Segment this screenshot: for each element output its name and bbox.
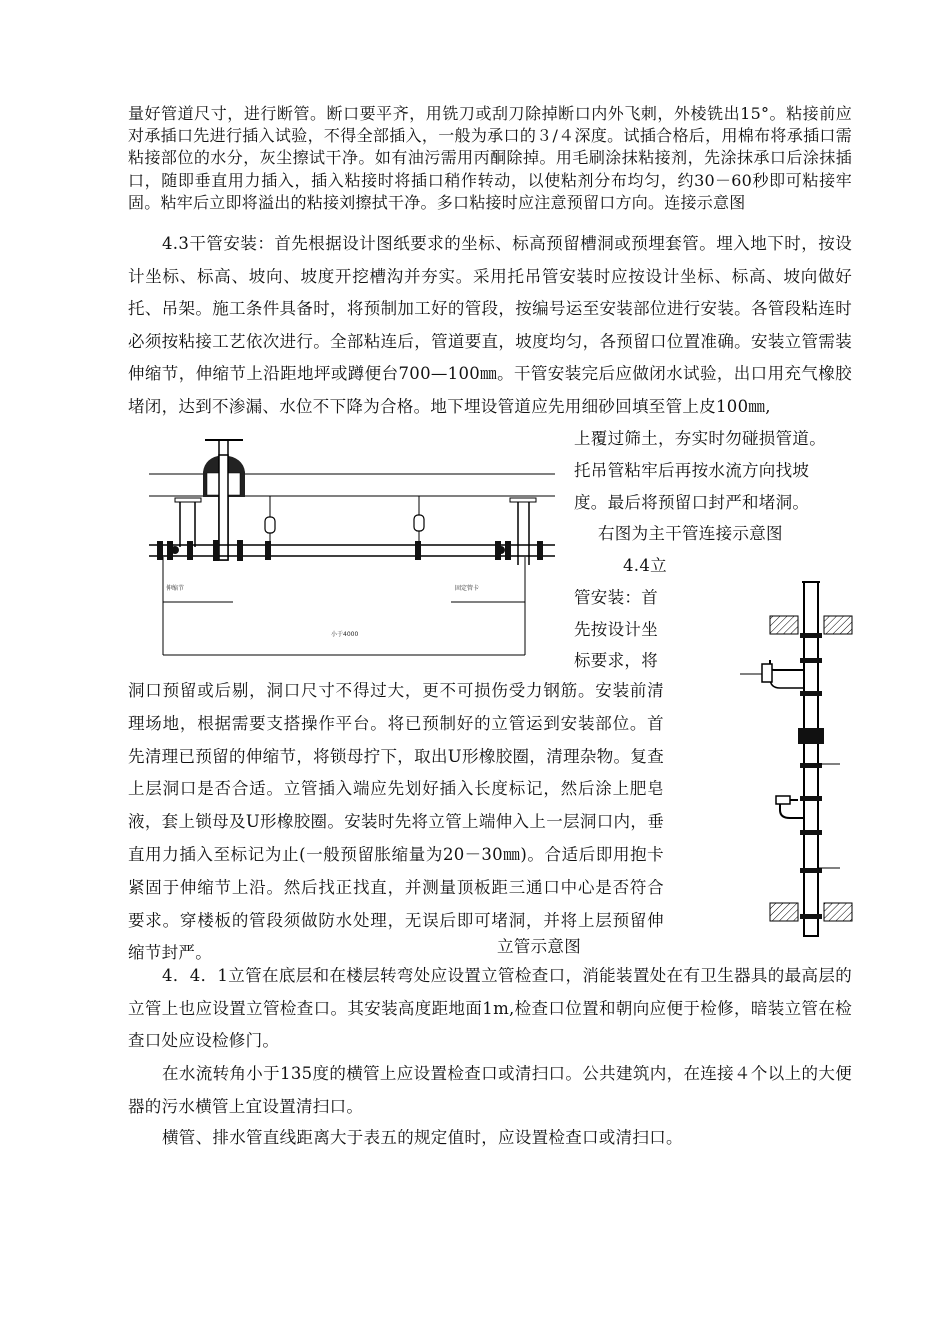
- label-fixed-clamp: 固定管卡: [455, 585, 480, 592]
- main-pipe-diagram: [145, 437, 565, 667]
- riser-heading-4: 标要求，将: [574, 651, 658, 670]
- riser-heading-1: 4.4立: [623, 556, 667, 575]
- paragraph-4-4-1: 4．4．1立管在底层和在楼层转弯处应设置立管检查口，消能装置处在有卫生器具的最高层的立管上也应设置立管检查口。其安装高度距地面1m,检查口位置和朝向应便于检修，暗装立管在检查口处应设检修门。: [128, 966, 852, 1050]
- paragraph-distance: 横管、排水管直线距离大于表五的规定值时，应设置检查口或清扫口。: [162, 1128, 683, 1147]
- label-spacing: 小于4000: [331, 631, 359, 638]
- main-pipe-caption: 右图为主干管连接示意图: [598, 524, 783, 543]
- paragraph-turn-cleanout: 在水流转角小于135度的横管上应设置检查口或清扫口。公共建筑内，在连接４个以上的大便器的污水横管上宜设置清扫口。: [128, 1064, 852, 1116]
- label-expansion-joint: 伸缩节: [166, 585, 185, 592]
- paragraph-riser-install: 洞口预留或后剔，洞口尺寸不得过大，更不可损伤受力钢筋。安装前清理场地，根据需要支搭操作平台。将已预制好的立管运到安装部位。首先清理已预留的伸缩节，将锁母拧下，取出U形橡胶圈，清理杂物。复查上层洞口是否合适。立管插入端应先划好插入长度标记，然后涂上肥皂液，套上锁母及U形橡胶圈。安装时先将立管上端伸入上一层洞口内，垂直用力插入至标记为止(一般预留胀缩量为20－30㎜)。合适后即用抱卡紧固于伸缩节上沿。然后找正找直，并测量顶板距三通口中心是否符合要求。穿楼板的管段须做防水处理，无误后即可堵洞，并将上层预留伸缩节封严。: [128, 681, 664, 963]
- main-side-line-2: 托吊管粘牢后再按水流方向找坡: [574, 461, 810, 480]
- paragraph-main-pipe-install: 4.3干管安装：首先根据设计图纸要求的坐标、标高预留槽洞或预埋套管。埋入地下时，按设计坐标、标高、坡向、坡度开挖槽沟并夯实。采用托吊管安装时应按设计坐标、标高、坡向做好托、吊架。施工条件具备时，将预制加工好的管段，按编号运至安装部位进行安装。各管段粘连时必须按粘接工艺依次进行。全部粘连后，管道要直，坡度均匀，各预留口位置准确。安装立管需装伸缩节，伸缩节上沿距地坪或蹲便台700—100㎜。干管安装完后应做闭水试验，出口用充气橡胶堵闭，达到不渗漏、水位不下降为合格。地下埋设管道应先用细砂回填至管上皮100㎜,: [128, 234, 852, 416]
- main-side-line-1: 上覆过筛土，夯实时勿碰损管道。: [574, 429, 826, 448]
- paragraph-pipe-connection: 量好管道尺寸，进行断管。断口要平齐，用铣刀或刮刀除掉断口内外飞刺，外棱铣出15°。粘接前应对承插口先进行插入试验，不得全部插入，一般为承口的３/４深度。试插合格后，用棉布将承插口需粘接部位的水分，灰尘擦试干净。如有油污需用丙酮除掉。用毛刷涂抹粘接剂，先涂抹承口后涂抹插口，随即垂直用力插入，插入粘接时将插口稍作转动，以使粘剂分布均匀，约30－60秒即可粘接牢固。粘牢后立即将溢出的粘接刘擦拭干净。多口粘接时应注意预留口方向。连接示意图: [128, 104, 852, 212]
- riser-diagram: [740, 578, 840, 938]
- riser-caption: 立管示意图: [497, 937, 581, 956]
- main-side-line-3: 度。最后将预留口封严和堵洞。: [574, 493, 810, 512]
- riser-heading-3: 先按设计坐: [574, 620, 658, 639]
- riser-heading-2: 管安装：首: [574, 588, 658, 607]
